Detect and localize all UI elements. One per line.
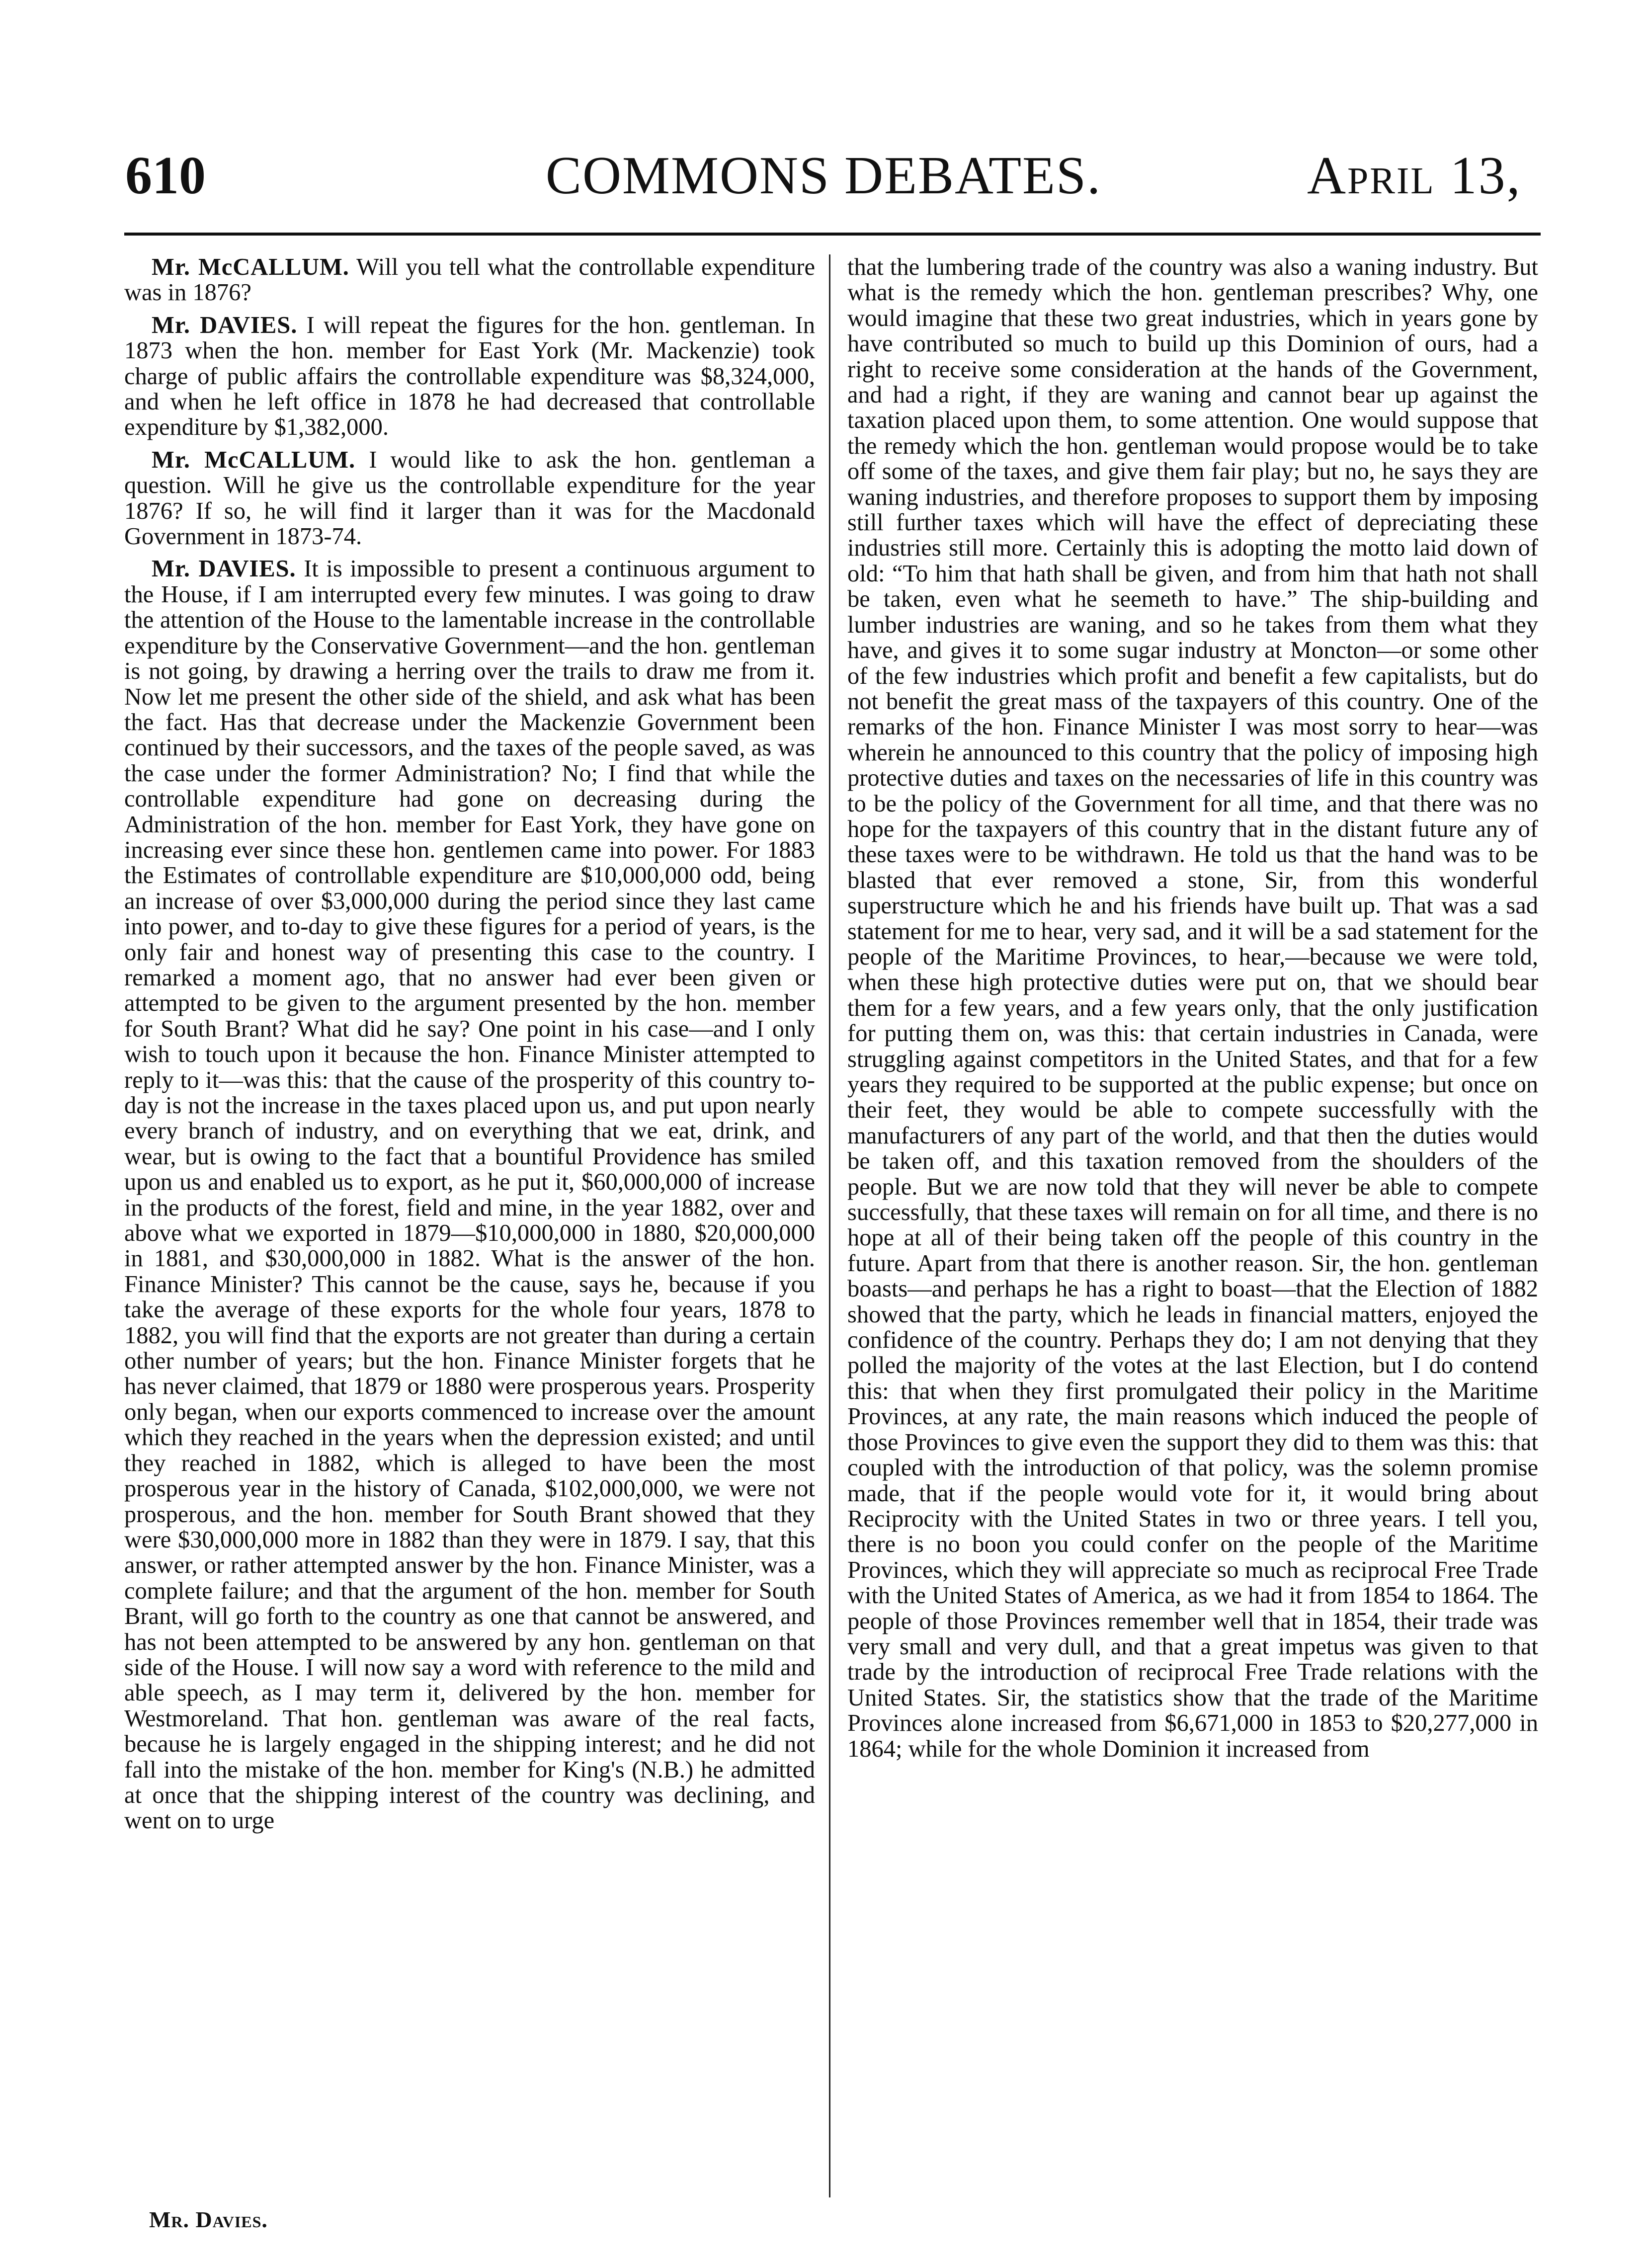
speaker-name: Mr. DAVIES. (152, 312, 298, 338)
left-column (124, 254, 815, 1841)
right-column (847, 254, 1538, 1769)
page-title: COMMONS DEBATES. (545, 146, 1102, 205)
paragraph-text: I would like to ask the hon. gentleman a question. Will he give us the controllable expenditure for the year 1876? If so, he will find it larger than it was for the Macdonald Government in 1873-74. (124, 446, 815, 550)
footer-speaker: Mr. Davies. (149, 2207, 268, 2232)
page-number: 610 (125, 146, 206, 205)
column-divider (829, 254, 830, 2197)
speaker-name: Mr. McCALLUM. (152, 254, 349, 280)
speaker-name: Mr. DAVIES. (152, 556, 296, 582)
paragraph-text: I will repeat the figures for the hon. gentleman. In 1873 when the hon. member for East York (Mr. Mackenzie) took charge of public affairs the controllable expenditure was $8,324,000, and when he left office in 1878 he had decreased that controllable expenditure by $1,382,000. (124, 312, 816, 441)
paragraph (847, 254, 1538, 1762)
paragraph-text: Will you tell what the controllable expenditure was in 1876? (124, 254, 815, 306)
speaker-name: Mr. McCALLUM. (152, 446, 356, 473)
paragraph (124, 447, 815, 550)
paragraph (124, 313, 815, 440)
page-date: April 13, (1307, 146, 1522, 205)
paragraph-text: that the lumbering trade of the country was also a waning industry. But what is the remedy which the hon. gentleman prescribes? Why, one would imagine that these two great industries, which in years gone by have contributed so much to build up this Dominion of ours, had a right to receive some consideration at the hands of the Government, and had a right, if they are waning and cannot bear up against the taxation placed upon them, to some attention. One would suppose that the remedy which the hon. gentleman would propose would be to take off some of the taxes, and give them fair play; but no, he says they are waning industries, and therefore proposes to support them by imposing still further taxes which will have the effect of depreciating these industries still more. Certainly this is adopting the motto laid down of old: “To him that hath shall be given, and from him that hath not shall be taken, even what he seemeth to have.” The ship-building and lumber industries are waning, and so he takes from them what they have, and gives it to some sugar industry at Moncton—or some other of the few industries which profit and benefit a few capitalists, but do not benefit the great mass of the taxpayers of this country. One of the remarks of the hon. Finance Minister I was most sorry to hear—was wherein he announced to this country that the policy of imposing high protective duties and taxes on the necessaries of life in this country was to be the policy of the Government for all time, and that there was no hope for the taxpayers of this country that in the distant future any of these taxes were to be withdrawn. He told us that the hand was to be blasted that ever removed a stone, Sir, from this wonderful superstructure which he and his friends have built up. That was a sad statement for me to hear, very sad, and it will be a sad statement for the people of the Maritime Provinces, to hear,—because we were told, when these high protective duties were put on, that we should bear them for a few years, and a few years only, that the only justification for putting them on, was this: that certain industries in Canada, were struggling against competitors in the United States, and that for a few years they required to be supported at the public expense; but once on their feet, they would be able to compete successfully with the manufacturers of any part of the world, and that then the duties would be taken off, and this taxation removed from the shoulders of the people. But we are now told that they will never be able to compete successfully, that these taxes will remain on for all time, and there is no hope at all of their being taken off the people of this country in the future. Apart from that there is another reason. Sir, the hon. gentleman boasts—and perhaps he has a right to boast—that the Election of 1882 showed that the party, which he leads in financial matters, enjoyed the confidence of the country. Perhaps they do; I am not denying that they polled the majority of the votes at the last Election, but I do contend this: that when they first promulgated their policy in the Maritime Provinces, at any rate, the main reasons which induced the people of those Provinces to give even the support they did to them was this: that coupled with the introduction of that policy, was the solemn promise made, that if the people would vote for it, it would bring about Reciprocity with the United States in two or three years. I tell you, there is no boon you could confer on the people of the Maritime Provinces, which they will appreciate so much as reciprocal Free Trade with the United States of America, as we had it from 1854 to 1864. The people of those Provinces remember well that in 1854, their trade was very small and very dull, and that a great impetus was given to that trade by the introduction of reciprocal Free Trade relations with the United States. Sir, the statistics show that the trade of the Maritime Provinces alone increased from $6,671,000 in 1853 to $20,277,000 in 1864; while for the whole Dominion it increased from (847, 254, 1538, 1762)
paragraph (124, 556, 815, 1833)
paragraph-text: It is impossible to present a continuous argument to the House, if I am interrupted every few minutes. I was going to draw the attention of the House to the lamentable increase in the controllable expenditure by the Conservative Government—and the hon. gentleman is not going, by drawing a herring over the trails to draw me from it. Now let me present the other side of the shield, and ask what has been the fact. Has that decrease under the Mackenzie Government been continued by their successors, and the taxes of the people saved, as was the case under the former Administration? No; I find that while the controllable expenditure had gone on decreasing during the Administration of the hon. member for East York, they have gone on increasing ever since these hon. gentlemen came into power. For 1883 the Estimates of controllable expenditure are $10,000,000 odd, being an increase of over $3,000,000 during the period since they last came into power, and to-day to give these figures for a period of years, is the only fair and honest way of presenting this case to the country. I remarked a moment ago, that no answer had ever been given or attempted to be given to the argument presented by the hon. member for South Brant? What did he say? One point in his case—and I only wish to touch upon it because the hon. Finance Minister attempted to reply to it—was this: that the cause of the prosperity of this country to-day is not the increase in the taxes placed upon us, and put upon nearly every branch of industry, and on everything that we eat, drink, and wear, but is owing to the fact that a bountiful Providence has smiled upon us and enabled us to export, as he put it, $60,000,000 of increase in the products of the forest, field and mine, in the year 1882, over and above what we exported in 1879—$10,000,000 in 1880, $20,000,000 in 1881, and $30,000,000 in 1882. What is the answer of the hon. Finance Minister? This cannot be the cause, says he, because if you take the average of these exports for the whole four years, 1878 to 1882, you will find that the exports are not greater than during a certain other number of years; but the hon. Finance Minister forgets that he has never claimed, that 1879 or 1880 were prosperous years. Prosperity only began, when our exports commenced to increase over the amount which they reached in the years when the depression existed; and until they reached in 1882, which is alleged to have been the most prosperous year in the history of Canada, $102,000,000, we were not prosperous, and the hon. member for South Brant showed that they were $30,000,000 more in 1882 than they were in 1879. I say, that this answer, or rather attempted answer by the hon. Finance Minister, was a complete failure; and that the argument of the hon. member for South Brant, will go forth to the country as one that cannot be answered, and has not been attempted to be answered by any hon. gentleman on that side of the House. I will now say a word with reference to the mild and able speech, as I may term it, delivered by the hon. member for Westmoreland. That hon. gentleman was aware of the real facts, because he is largely engaged in the shipping interest; and he did not fall into the mistake of the hon. member for King's (N.B.) he admitted at once that the shipping interest of the country was declining, and went on to urge (124, 556, 816, 1834)
header-rule (124, 233, 1541, 236)
paragraph (124, 254, 815, 306)
